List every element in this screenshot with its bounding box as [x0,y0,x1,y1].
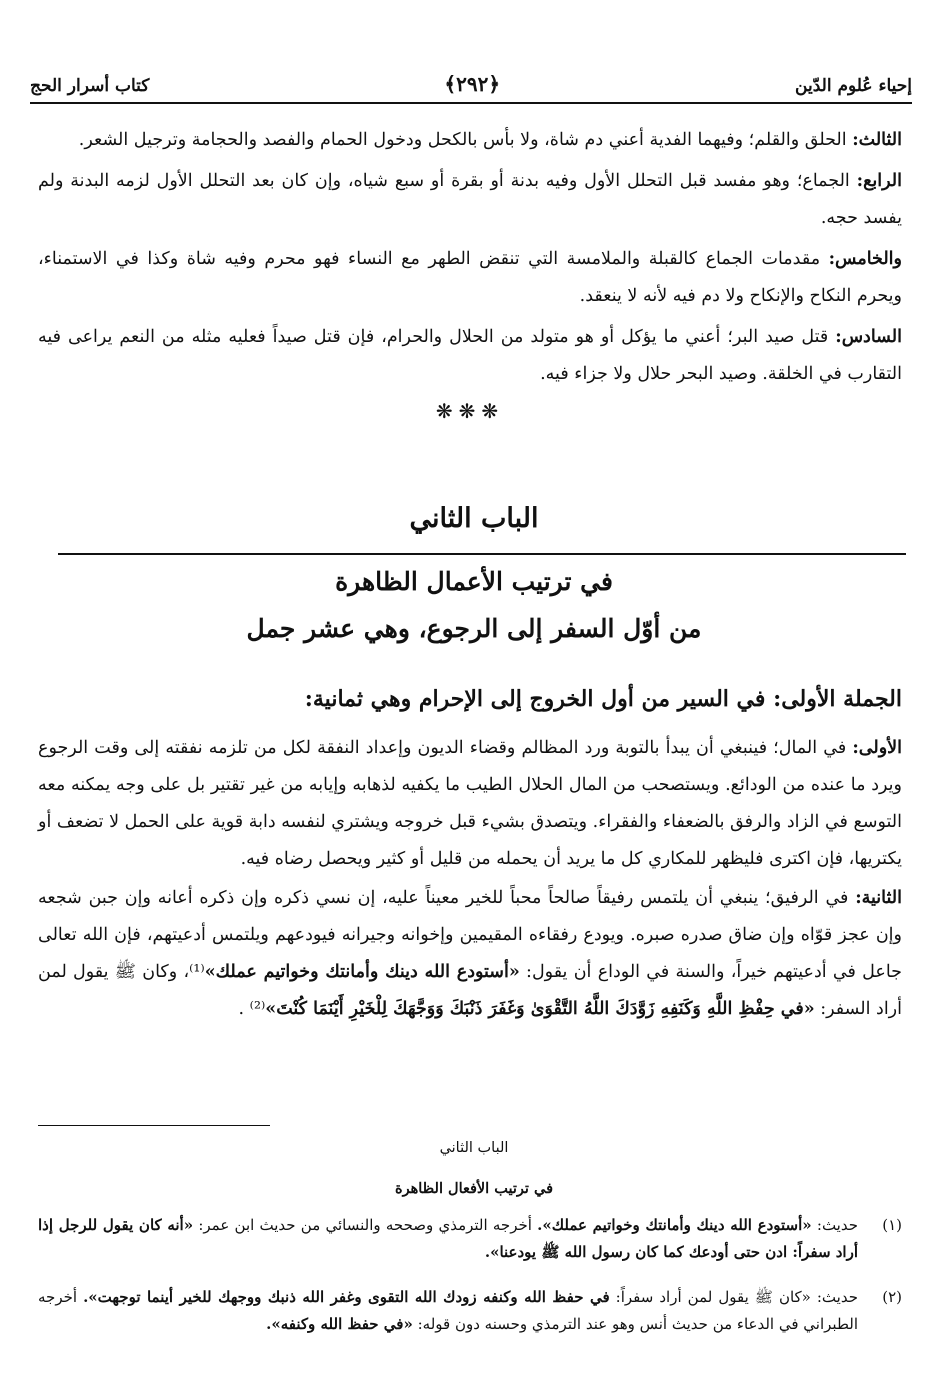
chapter-divider [58,553,906,555]
hadith-quote: «في حِفْظِ اللَّهِ وَكَنَفِهِ زَوَّدَكَ اللَّهُ التَّقْوَىٰ وَغَفَرَ ذَنْبَكَ وَوَجَّهَكَ لِلْخَيْرِ أَيْنَمَا كُنْتَ» [265,999,815,1019]
footnote-pre: حديث: [811,1216,859,1234]
hadith-quote: «أستودع الله دينك وأمانتك وخواتيم عملك» [204,962,520,982]
section-heading: الجملة الأولى: في السير من أول الخروج إلى الإحرام وهي ثمانية: [304,686,902,712]
main-paragraphs [38,730,902,1028]
page-number: ﴿٢٩٢﴾ [444,72,501,96]
paragraph-fourth [38,163,902,237]
paragraph-lead: والخامس: [828,249,902,269]
footnote-title-1: الباب الثاني [439,1140,509,1156]
book-title: إحياء عُلوم الدّين [795,76,912,96]
paragraph-text: الحلق والقلم؛ وفيهما الفدية أعني دم شاة، ولا بأس بالكحل ودخول الحمام والفصد والحجامة وترجيل الشعر. [78,130,853,150]
paragraph-text: الجماع؛ وهو مفسد قبل التحلل الأول وفيه بدنة أو بقرة أو سبع شياه، وإن كان بعد التحلل الأول لزمه البدنة ولم يفسد حجه. [38,171,902,228]
top-paragraphs [38,122,902,423]
footnote-1 [38,1212,902,1266]
paragraph-lead: الرابع: [856,171,902,191]
footnote-quote: «أستودع الله دينك وأمانتك وخواتيم عملك». [537,1216,812,1234]
footnote-pre: حديث: «كان ﷺ يقول لمن أراد سفراً: [609,1288,858,1306]
paragraph-lead: الثانية: [855,888,902,908]
chapter-subtitle-line-2: من أوّل السفر إلى الرجوع، وهي عشر جمل [246,614,702,643]
chapter-subtitle [0,558,948,652]
footnote-number: (١) [882,1216,902,1234]
paragraph-second [38,880,902,1028]
paragraph-third [38,122,902,159]
footnote-quote: «أنه كان يقول للرجل إذا أراد سفراً: ادن حتى أودعك كما كان رسول الله ﷺ يودعنا». [38,1216,858,1261]
paragraph-first [38,730,902,878]
footnote-number: (٢) [882,1288,902,1306]
paragraph-text: قتل صيد البر؛ أعني ما يؤكل أو هو متولد من الحلال والحرام، فإن قتل صيداً فعليه مثله من النعم يراعى فيه التقارب في الخلقة. وصيد البحر حلال ولا جزاء فيه. [38,327,902,384]
footnote-divider [38,1125,270,1126]
footnote-2 [38,1284,902,1338]
paragraph-sixth [38,319,902,393]
paragraph-fifth [38,241,902,315]
paragraph-text: في المال؛ فينبغي أن يبدأ بالتوبة ورد المظالم وقضاء الديون وإعداد النفقة لكل من تلزمه نفقته إلى وقت الرجوع ويرد ما عنده من الودائع. ويستصحب من المال الحلال الطيب ما يكفيه لذهابه وإيابه من غير تقتير بل على وجه يمكنه معه التوسع في الزاد والرفق بالضعفاء والفقراء. ويتصدق بشيء قبل خروجه ويشتري لنفسه دابة قوية على الحمل لا تضعف أو يكتريها، فإن اكترى فليظهر للمكاري كل ما يريد أن يحمله من قليل أو كثير ويحصل رضاه فيه. [38,738,902,869]
paragraph-text: في الرفيق؛ ينبغي أن يلتمس رفيقاً صالحاً محباً للخير معيناً عليه، إن نسي ذكره وإن ذكره أعانه وإن جبن شجعه وإن عجز قوّاه وإن ضاق صدره صبره. ويودع رفقاءه المقيمين وإخوانه وجيرانه فيودعهم ويلتمس أدعيتهم، فإن الله تعالى جاعل في أدعيتهم خيراً، والسنة في الوداع أن يقول: [38,888,902,982]
paragraph-lead: الأولى: [852,738,902,758]
footnote-text [38,1212,858,1266]
footnote-mid: أخرجه الترمذي وصححه والنسائي من حديث ابن عمر: [193,1216,538,1234]
section-separator: ❋❋❋ [435,399,505,423]
footnote-quote: في حفظ الله وكنفه زودك الله التقوى وغفر الله ذنبك ووجهك للخير أينما توجهت». [83,1288,610,1306]
running-section-title: كتاب أسرار الحج [30,76,150,96]
paragraph-lead: الثالث: [852,130,902,150]
chapter-subtitle-line-1: في ترتيب الأعمال الظاهرة [335,567,613,596]
paragraph-text: ⁽¹⁾، وكان ﷺ يقول لمن أراد السفر: [38,962,902,1019]
paragraph-text: ⁽²⁾ . [238,999,266,1019]
footnote-text [38,1284,858,1338]
paragraph-lead: السادس: [835,327,902,347]
paragraph-text: مقدمات الجماع كالقبلة والملامسة التي تنقض الطهر مع النساء فهو محرم وفيه شاة وكذا في الاستمناء، ويحرم النكاح والإنكاح ولا دم فيه لأنه لا ينعقد. [38,249,902,306]
chapter-title: الباب الثاني [409,503,539,534]
footnote-title-2: في ترتيب الأفعال الظاهرة [394,1180,554,1197]
footnote-mid: أخرجه الطبراني في الدعاء من حديث أنس وهو عند الترمذي وحسنه دون قوله: [38,1288,858,1333]
page-header [30,60,912,104]
footnote-quote: «في حفظ الله وكنفه». [266,1315,413,1333]
